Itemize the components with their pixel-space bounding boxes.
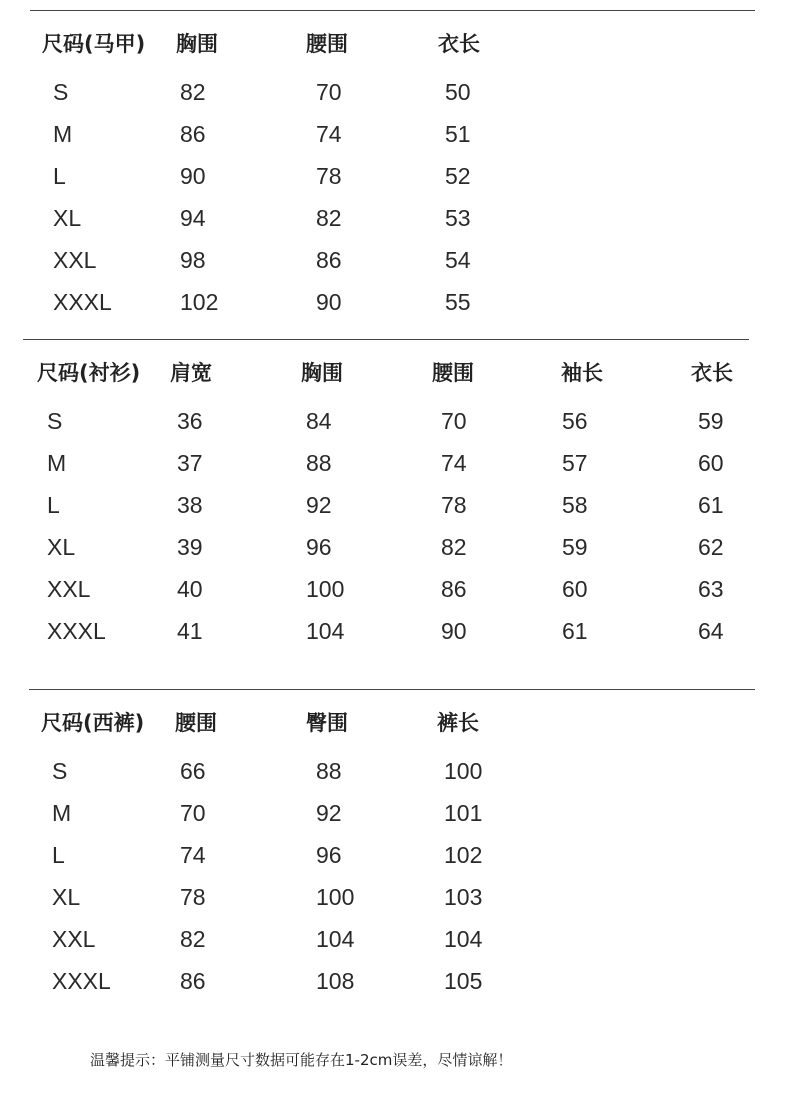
trousers-cell: 105 [444, 968, 483, 994]
trousers-header-size: 尺码(西裤) [41, 711, 145, 735]
shirt-header-sleeve: 袖长 [561, 361, 603, 385]
trousers-cell: 100 [444, 758, 483, 784]
shirt-cell: 59 [698, 408, 724, 434]
shirt-cell: 57 [562, 450, 588, 476]
vest-cell: XXL [53, 247, 97, 273]
vest-header-waist: 腰围 [306, 32, 348, 56]
trousers-header-length: 裤长 [437, 711, 479, 735]
trousers-header-hip: 臀围 [306, 711, 348, 735]
shirt-cell: 61 [562, 618, 588, 644]
vest-header-length: 衣长 [438, 32, 480, 56]
vest-cell: 53 [445, 205, 471, 231]
shirt-cell: 63 [698, 576, 724, 602]
shirt-cell: 70 [441, 408, 467, 434]
trousers-cell: 82 [180, 926, 206, 952]
trousers-cell: 92 [316, 800, 342, 826]
shirt-cell: 90 [441, 618, 467, 644]
trousers-header-waist: 腰围 [175, 711, 217, 735]
shirt-cell: 88 [306, 450, 332, 476]
vest-cell: 74 [316, 121, 342, 147]
shirt-cell: 92 [306, 492, 332, 518]
vest-cell: 51 [445, 121, 471, 147]
shirt-cell: S [47, 408, 63, 434]
shirt-cell: XXL [47, 576, 91, 602]
vest-cell: L [53, 163, 66, 189]
vest-cell: 82 [180, 79, 206, 105]
shirt-cell: 100 [306, 576, 345, 602]
trousers-cell: 102 [444, 842, 483, 868]
vest-cell: XXXL [53, 289, 112, 315]
vest-top-rule [30, 10, 755, 11]
vest-cell: 55 [445, 289, 471, 315]
shirt-cell: 39 [177, 534, 203, 560]
vest-header-size: 尺码(马甲) [42, 32, 146, 56]
vest-cell: 54 [445, 247, 471, 273]
shirt-header-size: 尺码(衬衫) [37, 361, 141, 385]
shirt-cell: 104 [306, 618, 345, 644]
shirt-header-length: 衣长 [691, 361, 733, 385]
shirt-cell: 86 [441, 576, 467, 602]
shirt-cell: 60 [698, 450, 724, 476]
shirt-cell: 96 [306, 534, 332, 560]
trousers-cell: 78 [180, 884, 206, 910]
trousers-cell: 103 [444, 884, 483, 910]
trousers-cell: 88 [316, 758, 342, 784]
shirt-cell: 82 [441, 534, 467, 560]
shirt-cell: 56 [562, 408, 588, 434]
shirt-header-shoulder: 肩宽 [170, 361, 212, 385]
vest-cell: XL [53, 205, 82, 231]
vest-cell: 86 [316, 247, 342, 273]
shirt-cell: 61 [698, 492, 724, 518]
vest-header-chest: 胸围 [176, 32, 218, 56]
shirt-cell: 84 [306, 408, 332, 434]
shirt-cell: 78 [441, 492, 467, 518]
vest-cell: 90 [180, 163, 206, 189]
trousers-cell: S [52, 758, 68, 784]
vest-cell: 86 [180, 121, 206, 147]
vest-cell: 70 [316, 79, 342, 105]
shirt-cell: XXXL [47, 618, 106, 644]
trousers-cell: 70 [180, 800, 206, 826]
shirt-cell: M [47, 450, 67, 476]
shirt-cell: 38 [177, 492, 203, 518]
shirt-cell: 59 [562, 534, 588, 560]
shirt-top-rule [23, 339, 749, 340]
trousers-cell: L [52, 842, 65, 868]
shirt-cell: 40 [177, 576, 203, 602]
shirt-header-waist: 腰围 [432, 361, 474, 385]
trousers-cell: XL [52, 884, 81, 910]
trousers-cell: 104 [444, 926, 483, 952]
measurement-note: 温馨提示：平铺测量尺寸数据可能存在1-2cm误差，尽情谅解！ [90, 1051, 513, 1069]
vest-cell: 94 [180, 205, 206, 231]
trousers-cell: 104 [316, 926, 355, 952]
shirt-cell: 58 [562, 492, 588, 518]
shirt-cell: 74 [441, 450, 467, 476]
vest-cell: 90 [316, 289, 342, 315]
vest-cell: 50 [445, 79, 471, 105]
vest-cell: 82 [316, 205, 342, 231]
trousers-cell: 108 [316, 968, 355, 994]
trousers-cell: 66 [180, 758, 206, 784]
trousers-cell: XXL [52, 926, 96, 952]
shirt-cell: 60 [562, 576, 588, 602]
trousers-cell: XXXL [52, 968, 111, 994]
trousers-cell: 101 [444, 800, 483, 826]
vest-cell: 78 [316, 163, 342, 189]
vest-cell: 52 [445, 163, 471, 189]
trousers-top-rule [29, 689, 755, 690]
shirt-header-chest: 胸围 [301, 361, 343, 385]
shirt-cell: L [47, 492, 60, 518]
vest-cell: M [53, 121, 73, 147]
trousers-cell: M [52, 800, 72, 826]
shirt-cell: 36 [177, 408, 203, 434]
shirt-cell: 64 [698, 618, 724, 644]
shirt-cell: 37 [177, 450, 203, 476]
vest-cell: S [53, 79, 69, 105]
trousers-cell: 86 [180, 968, 206, 994]
shirt-cell: XL [47, 534, 76, 560]
trousers-cell: 100 [316, 884, 355, 910]
shirt-cell: 41 [177, 618, 203, 644]
vest-cell: 102 [180, 289, 219, 315]
trousers-cell: 96 [316, 842, 342, 868]
vest-cell: 98 [180, 247, 206, 273]
shirt-cell: 62 [698, 534, 724, 560]
trousers-cell: 74 [180, 842, 206, 868]
